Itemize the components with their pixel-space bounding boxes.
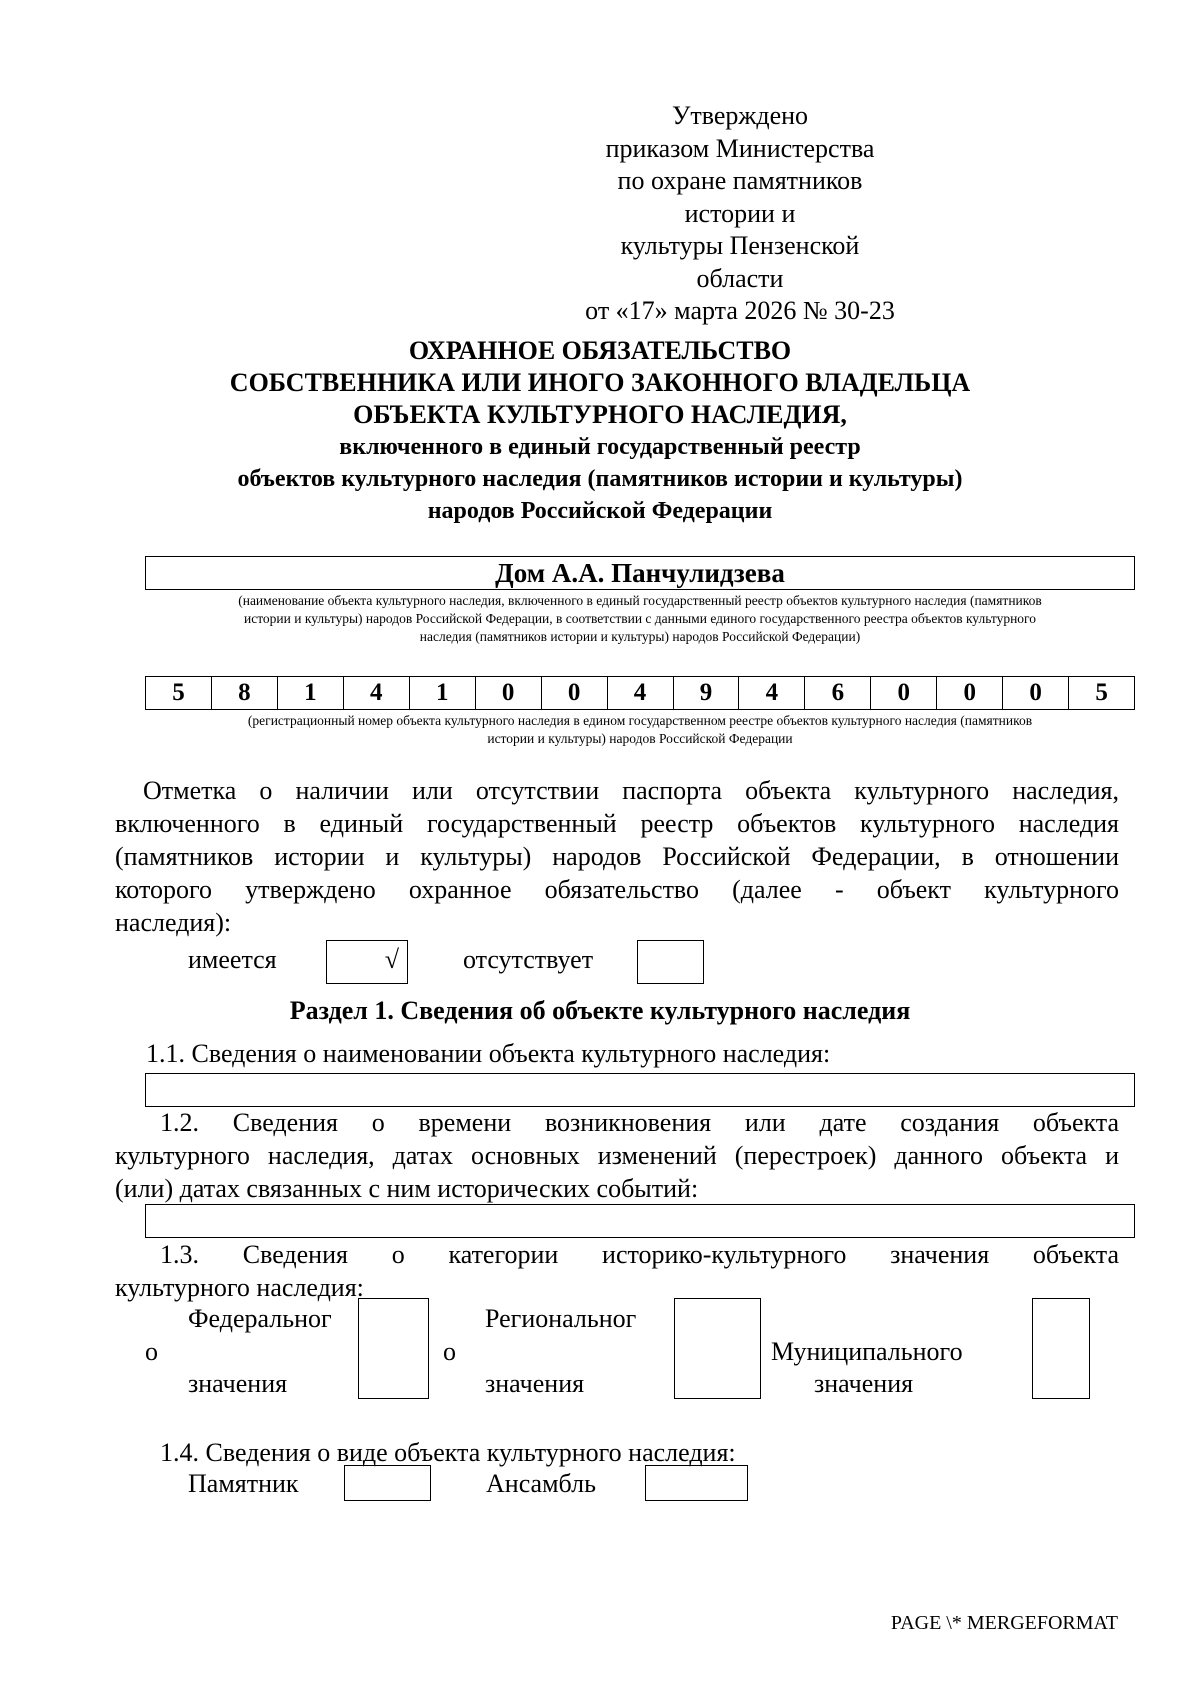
category-regional-label: Региональног (485, 1304, 637, 1333)
registration-digit-cell[interactable]: 4 (608, 677, 674, 709)
approval-block (580, 100, 900, 328)
approval-line: по охране памятников истории и (617, 166, 863, 228)
registration-number-field[interactable] (145, 676, 1135, 710)
category-federal-checkbox[interactable] (358, 1298, 429, 1399)
registration-digit-cell[interactable]: 1 (278, 677, 344, 709)
registration-digit-cell[interactable]: 4 (739, 677, 805, 709)
title-line: СОБСТВЕННИКА ИЛИ ИНОГО ЗАКОННОГО ВЛАДЕЛЬЦА (229, 368, 971, 397)
caption-line: истории и культуры) народов Российской Федерации, в соответствии с данными единого государственного реестра объектов культурного (243, 611, 1036, 626)
caption-line: (регистрационный номер объекта культурного наследия в едином государственном реестре объектов культурного наследия (памятников (247, 713, 1033, 728)
title-line: объектов культурного наследия (памятников истории и культуры) (237, 466, 963, 492)
title-line: ОХРАННОЕ ОБЯЗАТЕЛЬСТВО (408, 336, 792, 365)
object-name-caption (140, 592, 1140, 646)
registration-digit-cell[interactable]: 5 (146, 677, 212, 709)
registration-digit-cell[interactable]: 0 (476, 677, 542, 709)
category-federal-label: Федеральног (188, 1304, 332, 1333)
category-municipal-checkbox[interactable] (1032, 1298, 1090, 1399)
object-name-info-field[interactable] (145, 1073, 1135, 1107)
para-line: 1.3. Сведения о категории историко-культурного значения объекта (160, 1240, 1119, 1269)
section-1-2-paragraph (115, 1106, 1119, 1205)
registration-caption (140, 712, 1140, 748)
kind-ensemble-checkbox[interactable] (645, 1465, 748, 1501)
category-municipal-label: Муниципального (771, 1337, 963, 1366)
passport-has-label: имеется (188, 945, 277, 974)
document-title (100, 335, 1100, 527)
para-line: культурного наследия: (115, 1273, 364, 1302)
page-field-footer: PAGE \* MERGEFORMAT (890, 1612, 1118, 1634)
caption-line: наследия (памятников истории и культуры) народов Российской Федерации) (419, 629, 861, 644)
kind-ensemble-label: Ансамбль (486, 1469, 596, 1498)
category-regional-label: о (443, 1337, 456, 1366)
category-regional-label: значения (485, 1369, 585, 1398)
para-line: 1.2. Сведения о времени возникновения или дате создания объекта (160, 1108, 1119, 1137)
registration-digit-cell[interactable]: 4 (344, 677, 410, 709)
para-line: (памятников истории и культуры) народов Российской Федерации, в отношении (115, 842, 1119, 871)
section-heading: Раздел 1. Сведения об объекте культурного наследия (289, 996, 911, 1025)
registration-digit-cell[interactable]: 0 (542, 677, 608, 709)
registration-digit-cell[interactable]: 9 (674, 677, 740, 709)
category-federal-label: значения (188, 1369, 288, 1398)
kind-monument-checkbox[interactable] (344, 1465, 431, 1501)
section-1-1-label: 1.1. Сведения о наименовании объекта культурного наследия: (146, 1039, 831, 1068)
para-line: включенного в единый государственный реестр объектов культурного наследия (115, 809, 1119, 838)
registration-digit-cell[interactable]: 1 (410, 677, 476, 709)
category-municipal-label: значения (814, 1369, 914, 1398)
para-line: наследия): (115, 908, 232, 937)
passport-has-checkbox[interactable]: √ (326, 940, 408, 984)
section-1-3-paragraph (115, 1238, 1119, 1304)
title-line: народов Российской Федерации (427, 498, 773, 524)
passport-paragraph (115, 774, 1119, 939)
caption-line: истории и культуры) народов Российской Федерации (487, 731, 793, 746)
registration-digit-cell[interactable]: 0 (937, 677, 1003, 709)
caption-line: (наименование объекта культурного наследия, включенного в единый государственный реестр объектов культурного наследия (памятников (238, 593, 1042, 608)
registration-digit-cell[interactable]: 6 (805, 677, 871, 709)
object-name-field[interactable]: Дом А.А. Панчулидзева (145, 556, 1135, 590)
registration-digit-cell[interactable]: 5 (1095, 679, 1108, 706)
passport-absent-checkbox[interactable] (637, 940, 704, 984)
para-line: которого утверждено охранное обязательство (далее - объект культурного (115, 875, 1119, 904)
approval-line: приказом Министерства (605, 133, 875, 163)
registration-digit-cell[interactable]: 0 (1003, 677, 1069, 709)
para-line: Отметка о наличии или отсутствии паспорта объекта культурного наследия, (143, 776, 1119, 805)
creation-date-field[interactable] (145, 1204, 1135, 1238)
passport-absent-label: отсутствует (463, 945, 594, 974)
section-1-4-label: 1.4. Сведения о виде объекта культурного наследия: (160, 1438, 736, 1467)
para-line: (или) датах связанных с ним исторических событий: (115, 1174, 699, 1203)
registration-digit-cell[interactable]: 8 (212, 677, 278, 709)
registration-digit-cell[interactable]: 0 (871, 677, 937, 709)
kind-monument-label: Памятник (188, 1469, 299, 1498)
category-federal-label: о (145, 1337, 158, 1366)
para-line: культурного наследия, датах основных изменений (перестроек) данного объекта и (115, 1141, 1119, 1170)
approval-line: Утверждено (671, 101, 809, 130)
title-line: ОБЪЕКТА КУЛЬТУРНОГО НАСЛЕДИЯ, (353, 400, 847, 429)
category-regional-checkbox[interactable] (674, 1298, 761, 1399)
approval-line: от «17» марта 2026 № 30-23 (585, 296, 895, 325)
approval-line: культуры Пензенской области (620, 231, 860, 293)
title-line: включенного в единый государственный реестр (339, 434, 861, 460)
